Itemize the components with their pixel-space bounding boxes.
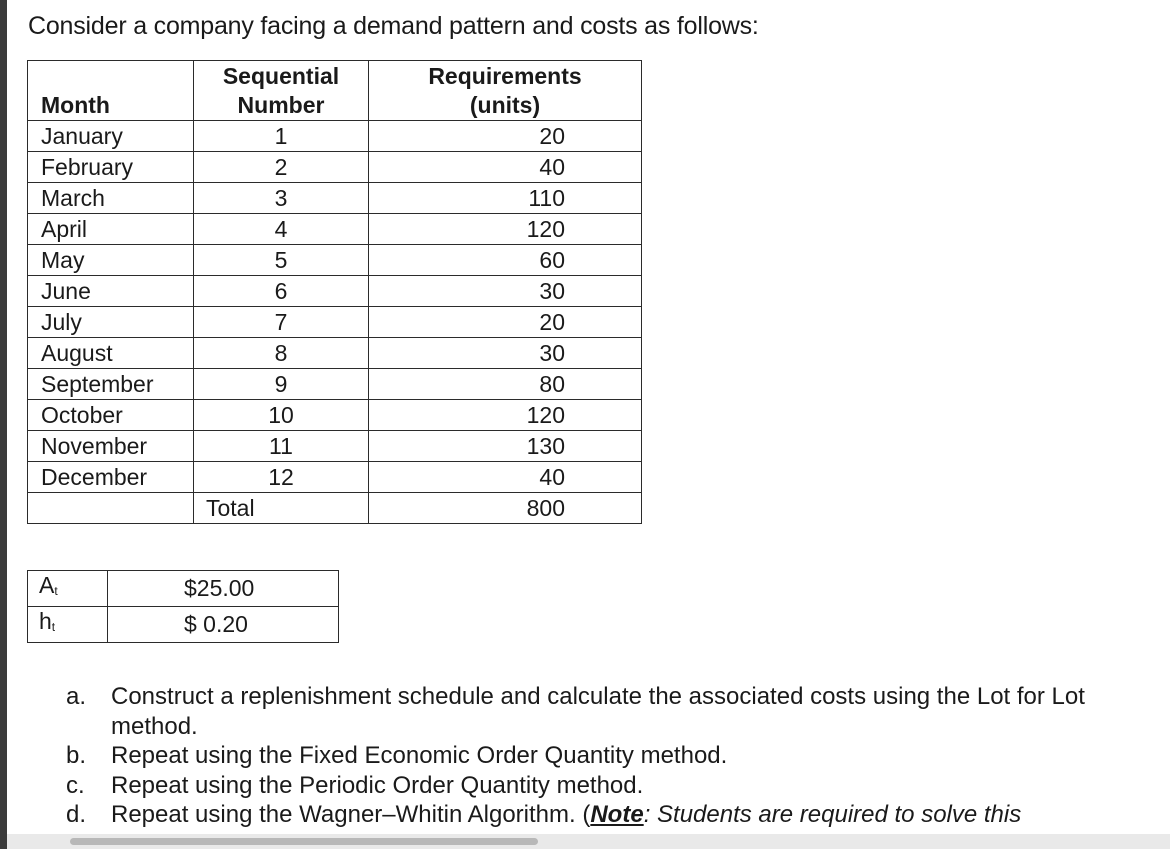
- month-cell: May: [28, 245, 194, 276]
- question-a: [66, 682, 1136, 741]
- requirements-cell: 20: [369, 121, 642, 152]
- month-cell: June: [28, 276, 194, 307]
- demand-table-row: [28, 276, 642, 307]
- note-text: Students are required to solve this: [650, 801, 1022, 828]
- total-label: Total: [194, 493, 369, 524]
- demand-table-total-row: [28, 493, 642, 524]
- viewer-left-border: [0, 0, 7, 849]
- month-cell: September: [28, 369, 194, 400]
- month-cell: October: [28, 400, 194, 431]
- month-cell: December: [28, 462, 194, 493]
- month-cell: January: [28, 121, 194, 152]
- sequential-number-cell: 6: [194, 276, 369, 307]
- question-b-letter: b.: [66, 742, 87, 769]
- requirements-cell: 30: [369, 338, 642, 369]
- holding-symbol-sub: t: [51, 620, 56, 634]
- demand-table-header-row: [28, 61, 642, 121]
- total-row-blank-cell: [28, 493, 194, 524]
- sequential-number-cell: 2: [194, 152, 369, 183]
- requirements-cell: 130: [369, 431, 642, 462]
- note-label: Note: [590, 801, 644, 828]
- holding-cost-symbol: [28, 607, 108, 643]
- demand-table-row: [28, 400, 642, 431]
- demand-table-body: [28, 121, 642, 493]
- requirements-cell: 20: [369, 307, 642, 338]
- sequential-number-cell: 12: [194, 462, 369, 493]
- question-a-letter: a.: [66, 683, 87, 710]
- month-cell: August: [28, 338, 194, 369]
- header-req-line2: (units): [469, 92, 541, 118]
- holding-cost-value: $ 0.20: [108, 607, 339, 643]
- demand-table-row: [28, 245, 642, 276]
- header-month: Month: [28, 61, 194, 121]
- setup-cost-symbol: [28, 571, 108, 607]
- sequential-number-cell: 9: [194, 369, 369, 400]
- header-seq-line1: Sequential: [222, 63, 340, 89]
- holding-cost-row: [28, 607, 339, 643]
- demand-table-row: [28, 152, 642, 183]
- question-b: [66, 741, 1136, 771]
- setup-cost-value: $25.00: [108, 571, 339, 607]
- question-d-letter: d.: [66, 801, 87, 828]
- question-d-text: Repeat using the Wagner–Whitin Algorithm. (: [111, 801, 591, 828]
- demand-table-row: [28, 369, 642, 400]
- demand-table: [27, 60, 642, 524]
- requirements-cell: 80: [369, 369, 642, 400]
- month-cell: April: [28, 214, 194, 245]
- requirements-cell: 110: [369, 183, 642, 214]
- holding-symbol-letter: h: [39, 608, 52, 634]
- requirements-cell: 40: [369, 462, 642, 493]
- horizontal-scrollbar-thumb[interactable]: [70, 838, 538, 845]
- requirements-cell: 60: [369, 245, 642, 276]
- question-b-text: Repeat using the Fixed Economic Order Quantity method.: [111, 742, 728, 769]
- note-colon: :: [643, 801, 651, 828]
- demand-table-row: [28, 431, 642, 462]
- question-c-letter: c.: [66, 771, 85, 799]
- sequential-number-cell: 5: [194, 245, 369, 276]
- header-req-line1: Requirements: [428, 63, 582, 89]
- setup-cost-row: [28, 571, 339, 607]
- requirements-cell: 40: [369, 152, 642, 183]
- demand-table-row: [28, 462, 642, 493]
- question-d: [66, 800, 1136, 830]
- sequential-number-cell: 3: [194, 183, 369, 214]
- month-cell: July: [28, 307, 194, 338]
- month-cell: February: [28, 152, 194, 183]
- sequential-number-cell: 11: [194, 431, 369, 462]
- question-list: [66, 682, 1136, 830]
- sequential-number-cell: 10: [194, 400, 369, 431]
- requirements-cell: 120: [369, 214, 642, 245]
- month-cell: November: [28, 431, 194, 462]
- sequential-number-cell: 4: [194, 214, 369, 245]
- cost-table: [27, 570, 339, 643]
- question-c-text: Repeat using the Periodic Order Quantity method.: [111, 771, 644, 799]
- demand-table-row: [28, 338, 642, 369]
- requirements-cell: 120: [369, 400, 642, 431]
- requirements-cell: 30: [369, 276, 642, 307]
- header-requirements: [369, 61, 642, 121]
- question-a-text: Construct a replenishment schedule and calculate the associated costs using the Lot for Lot method.: [111, 683, 1085, 740]
- demand-table-row: [28, 214, 642, 245]
- sequential-number-cell: 1: [194, 121, 369, 152]
- total-value: 800: [369, 493, 642, 524]
- setup-symbol-sub: t: [54, 584, 58, 598]
- intro-text: Consider a company facing a demand pattern and costs as follows:: [28, 12, 759, 40]
- sequential-number-cell: 7: [194, 307, 369, 338]
- demand-table-row: [28, 307, 642, 338]
- demand-table-row: [28, 183, 642, 214]
- question-c: [66, 771, 1136, 801]
- demand-table-row: [28, 121, 642, 152]
- header-sequential-number: [194, 61, 369, 121]
- setup-symbol-letter: A: [39, 572, 55, 598]
- sequential-number-cell: 8: [194, 338, 369, 369]
- month-cell: March: [28, 183, 194, 214]
- header-seq-line2: Number: [237, 92, 325, 118]
